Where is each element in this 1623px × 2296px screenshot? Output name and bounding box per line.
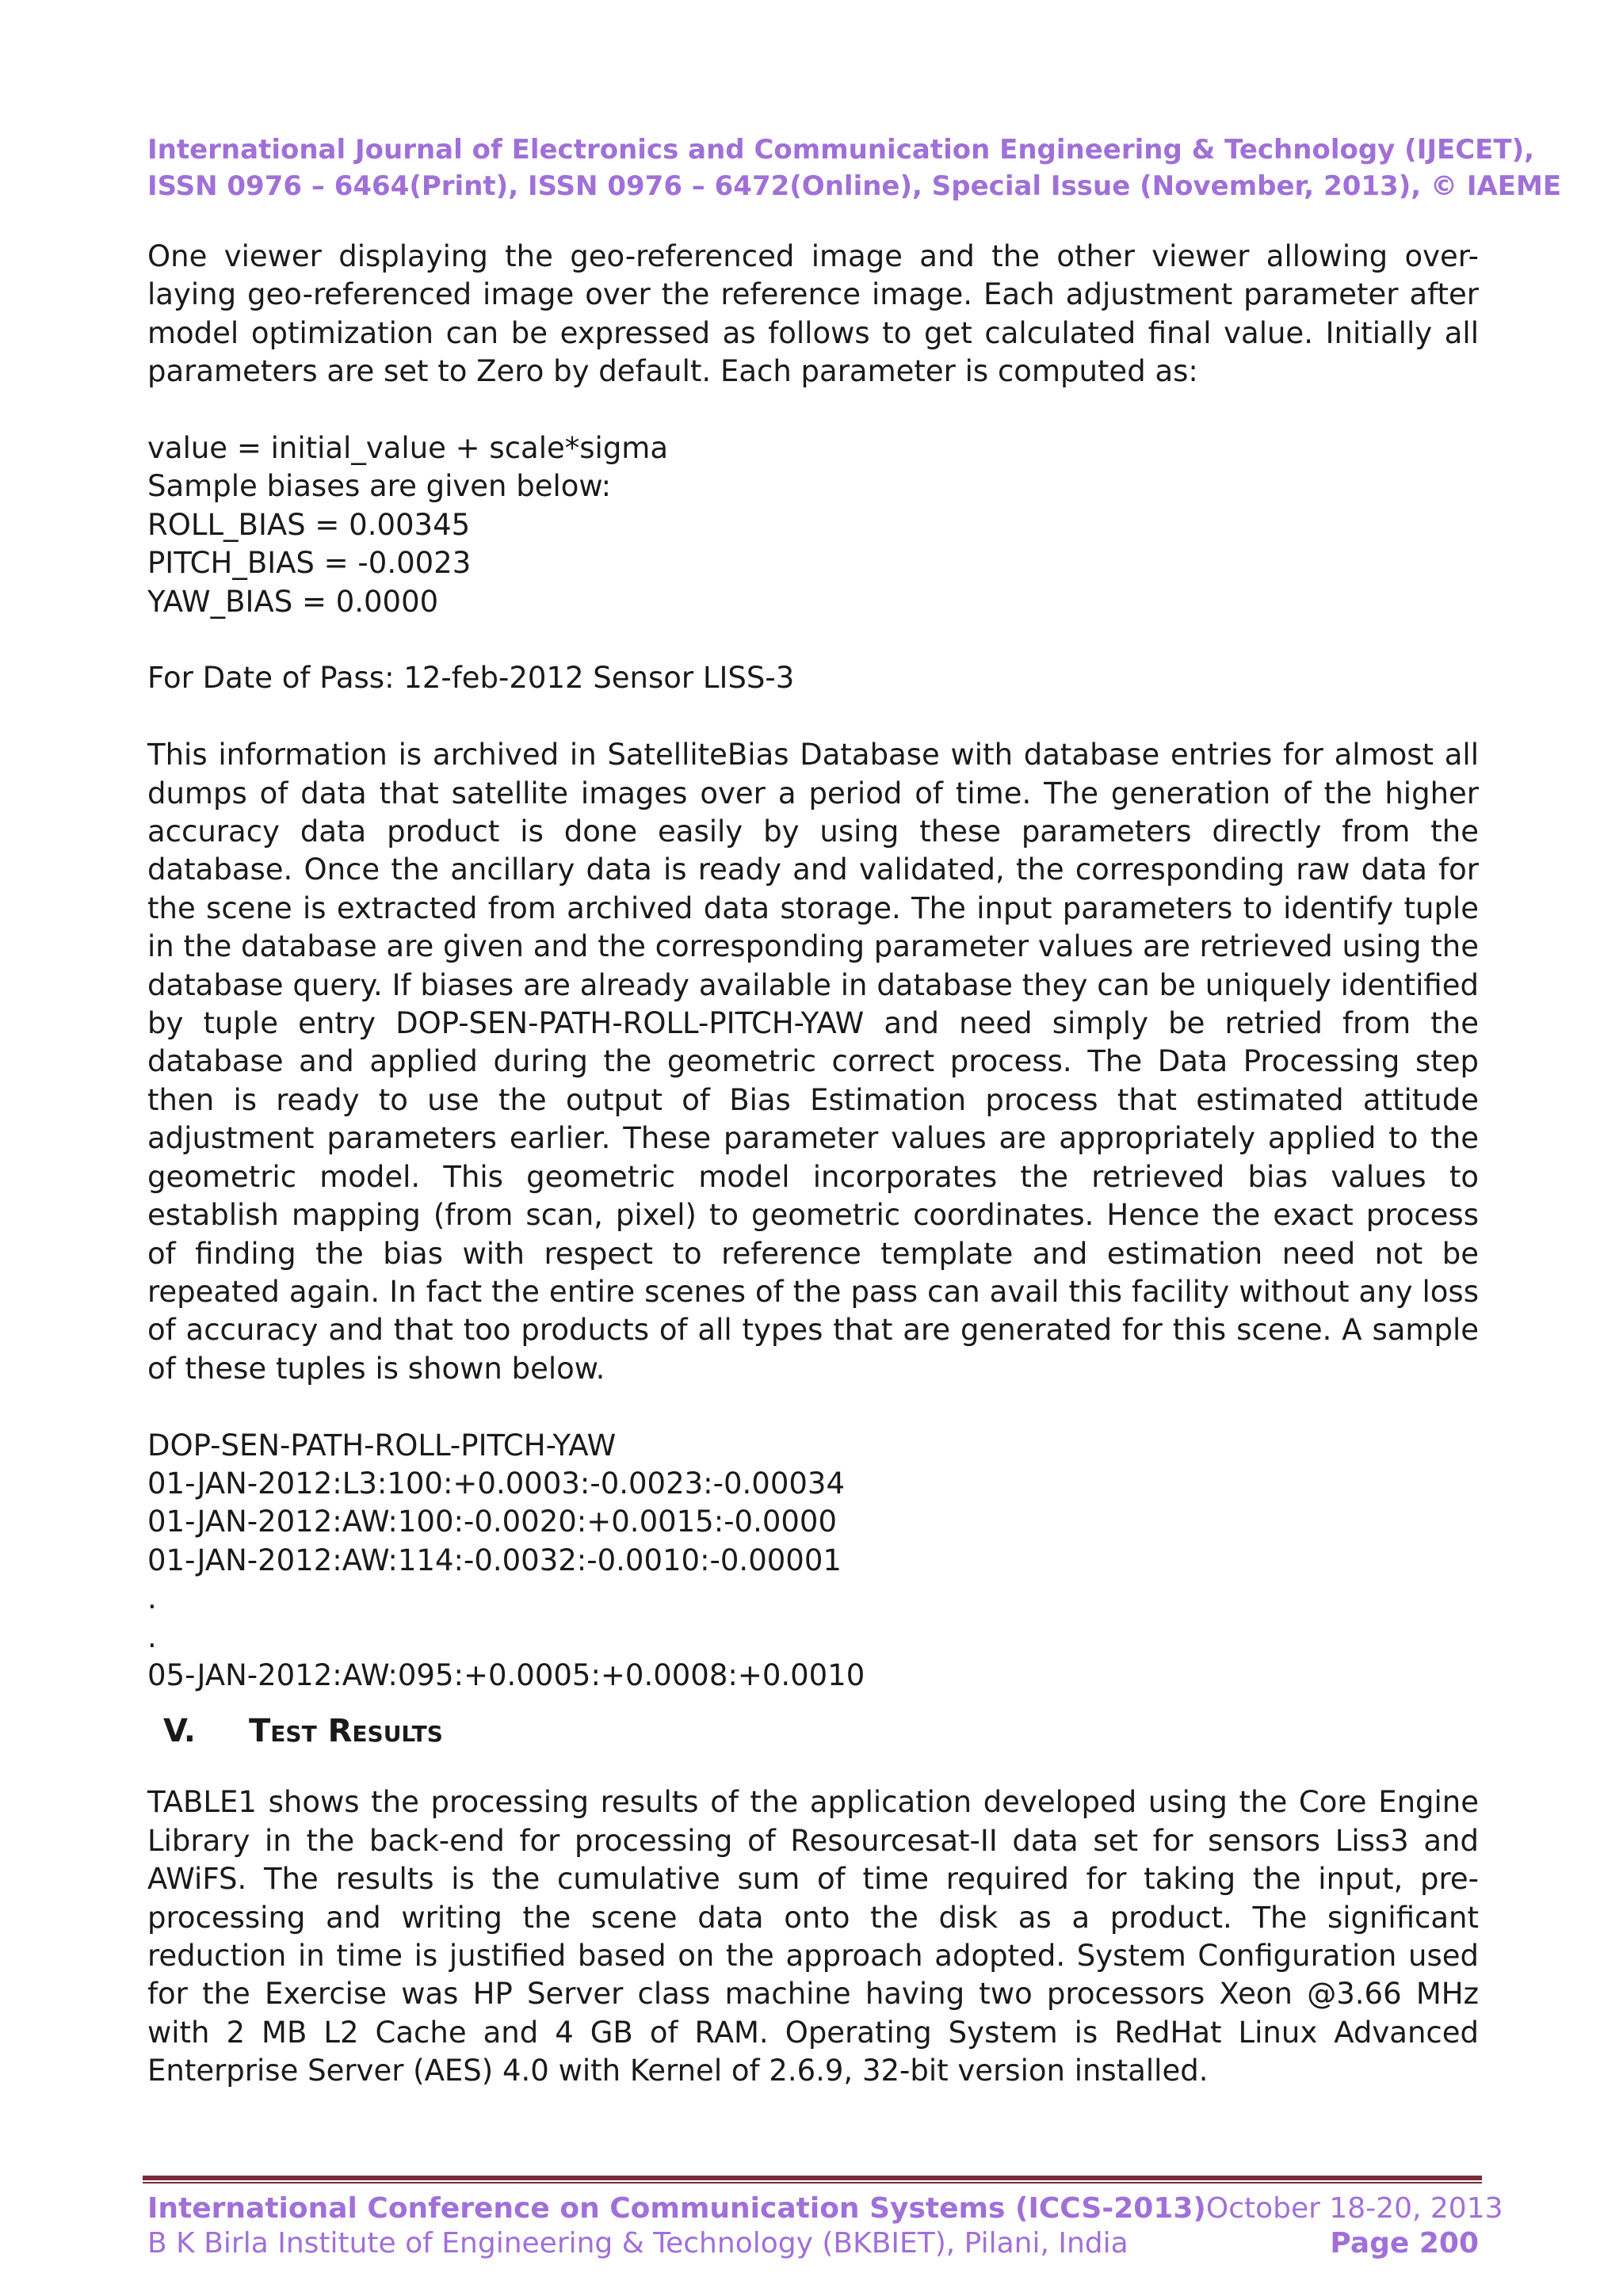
sample-biases-label: Sample biases are given below: (147, 469, 612, 504)
journal-header (147, 132, 1562, 204)
ellipsis-dot: . (147, 1619, 157, 1654)
section-number: V. (163, 1713, 196, 1750)
footer-institute: B K Birla Institute of Engineering & Technology (BKBIET), Pilani, India (147, 2227, 1128, 2260)
archive-paragraph: This information is archived in SatelliteBias Database with database entries for almost all dumps of data that satellite images over a period of time. The generation of the higher accuracy data product is done easily by using these parameters directly from the database. Once the ancillary data is ready and validated, the corresponding raw data for the scene is extracted from archived data storage. The input parameters to identify tuple in the database are given and the corresponding parameter values are retrieved using the database query. If biases are already available in database they can be uniquely identified by tuple entry DOP-SEN-PATH-ROLL-PITCH-YAW and need simply be retried from the database and applied during the geometric correct process. The Data Processing step then is ready to use the output of Bias Estimation process that estimated attitude adjustment parameters earlier. These parameter values are appropriately applied to the geometric model. This geometric model incorporates the retrieved bias values to establish mapping (from scan, pixel) to geometric coordinates. Hence the exact process of finding the bias with respect to reference template and estimation need not be repeated again. In fact the entire scenes of the pass can avail this facility without any loss of accuracy and that too products of all types that are generated for this scene. A sample of these tuples is shown below. (147, 738, 1479, 1386)
page-number: Page 200 (1330, 2227, 1479, 2260)
section-title: Test Results (249, 1713, 443, 1750)
journal-header-line1: International Journal of Electronics and Communication Engineering & Technology (IJECET), (147, 134, 1535, 166)
page-footer (147, 2191, 1503, 2261)
tuple-row: 01-JAN-2012:AW:100:-0.0020:+0.0015:-0.0000 (147, 1505, 838, 1539)
spacer (147, 698, 1479, 736)
tuple-list (147, 1427, 1479, 1695)
roll-bias-line: ROLL_BIAS = 0.00345 (147, 507, 471, 542)
section-heading (163, 1711, 1479, 1752)
yaw-bias-line: YAW_BIAS = 0.0000 (147, 584, 439, 619)
tuple-row: 05-JAN-2012:AW:095:+0.0005:+0.0008:+0.0010 (147, 1657, 865, 1692)
tuple-row: 01-JAN-2012:L3:100:+0.0003:-0.0023:-0.00034 (147, 1466, 845, 1501)
spacer (147, 621, 1479, 659)
spacer (147, 391, 1479, 429)
spacer (147, 1388, 1479, 1426)
footer-rule (143, 2176, 1482, 2180)
intro-paragraph: One viewer displaying the geo-referenced image and the other viewer allowing over-laying geo-referenced image over the reference image. Each adjustment parameter after model optimization can be expressed as follows to get calculated final value. Initially all parameters are set to Zero by default. Each parameter is computed as: (147, 239, 1479, 389)
footer-conference: International Conference on Communication Systems (ICCS-2013) (147, 2192, 1206, 2225)
footer-rule-thin (143, 2182, 1482, 2183)
journal-header-line2: ISSN 0976 – 6464(Print), ISSN 0976 – 6472(Online), Special Issue (November, 2013), © IAEME (147, 170, 1562, 202)
ellipsis-dot: . (147, 1581, 157, 1616)
tuple-row: 01-JAN-2012:AW:114:-0.0032:-0.0010:-0.00001 (147, 1543, 842, 1577)
page-content (147, 238, 1479, 2091)
results-paragraph: TABLE1 shows the processing results of the application developed using the Core Engine Library in the back-end for processing of Resourcesat-II data set for sensors Liss3 and AWiFS. The results is the cumulative sum of time required for taking the input, pre-processing and writing the scene data onto the disk as a product. The significant reduction in time is justified based on the approach adopted. System Configuration used for the Exercise was HP Server class machine having two processors Xeon @3.66 MHz with 2 MB L2 Cache and 4 GB of RAM. Operating System is RedHat Linux Advanced Enterprise Server (AES) 4.0 with Kernel of 2.6.9, 32-bit version installed. (147, 1785, 1479, 2088)
tuple-header: DOP-SEN-PATH-ROLL-PITCH-YAW (147, 1428, 617, 1463)
footer-dates: October 18-20, 2013 (1205, 2192, 1503, 2225)
formula-line: value = initial_value + scale*sigma (147, 431, 669, 466)
date-of-pass-line: For Date of Pass: 12-feb-2012 Sensor LISS-3 (147, 661, 795, 696)
pitch-bias-line: PITCH_BIAS = -0.0023 (147, 546, 472, 581)
